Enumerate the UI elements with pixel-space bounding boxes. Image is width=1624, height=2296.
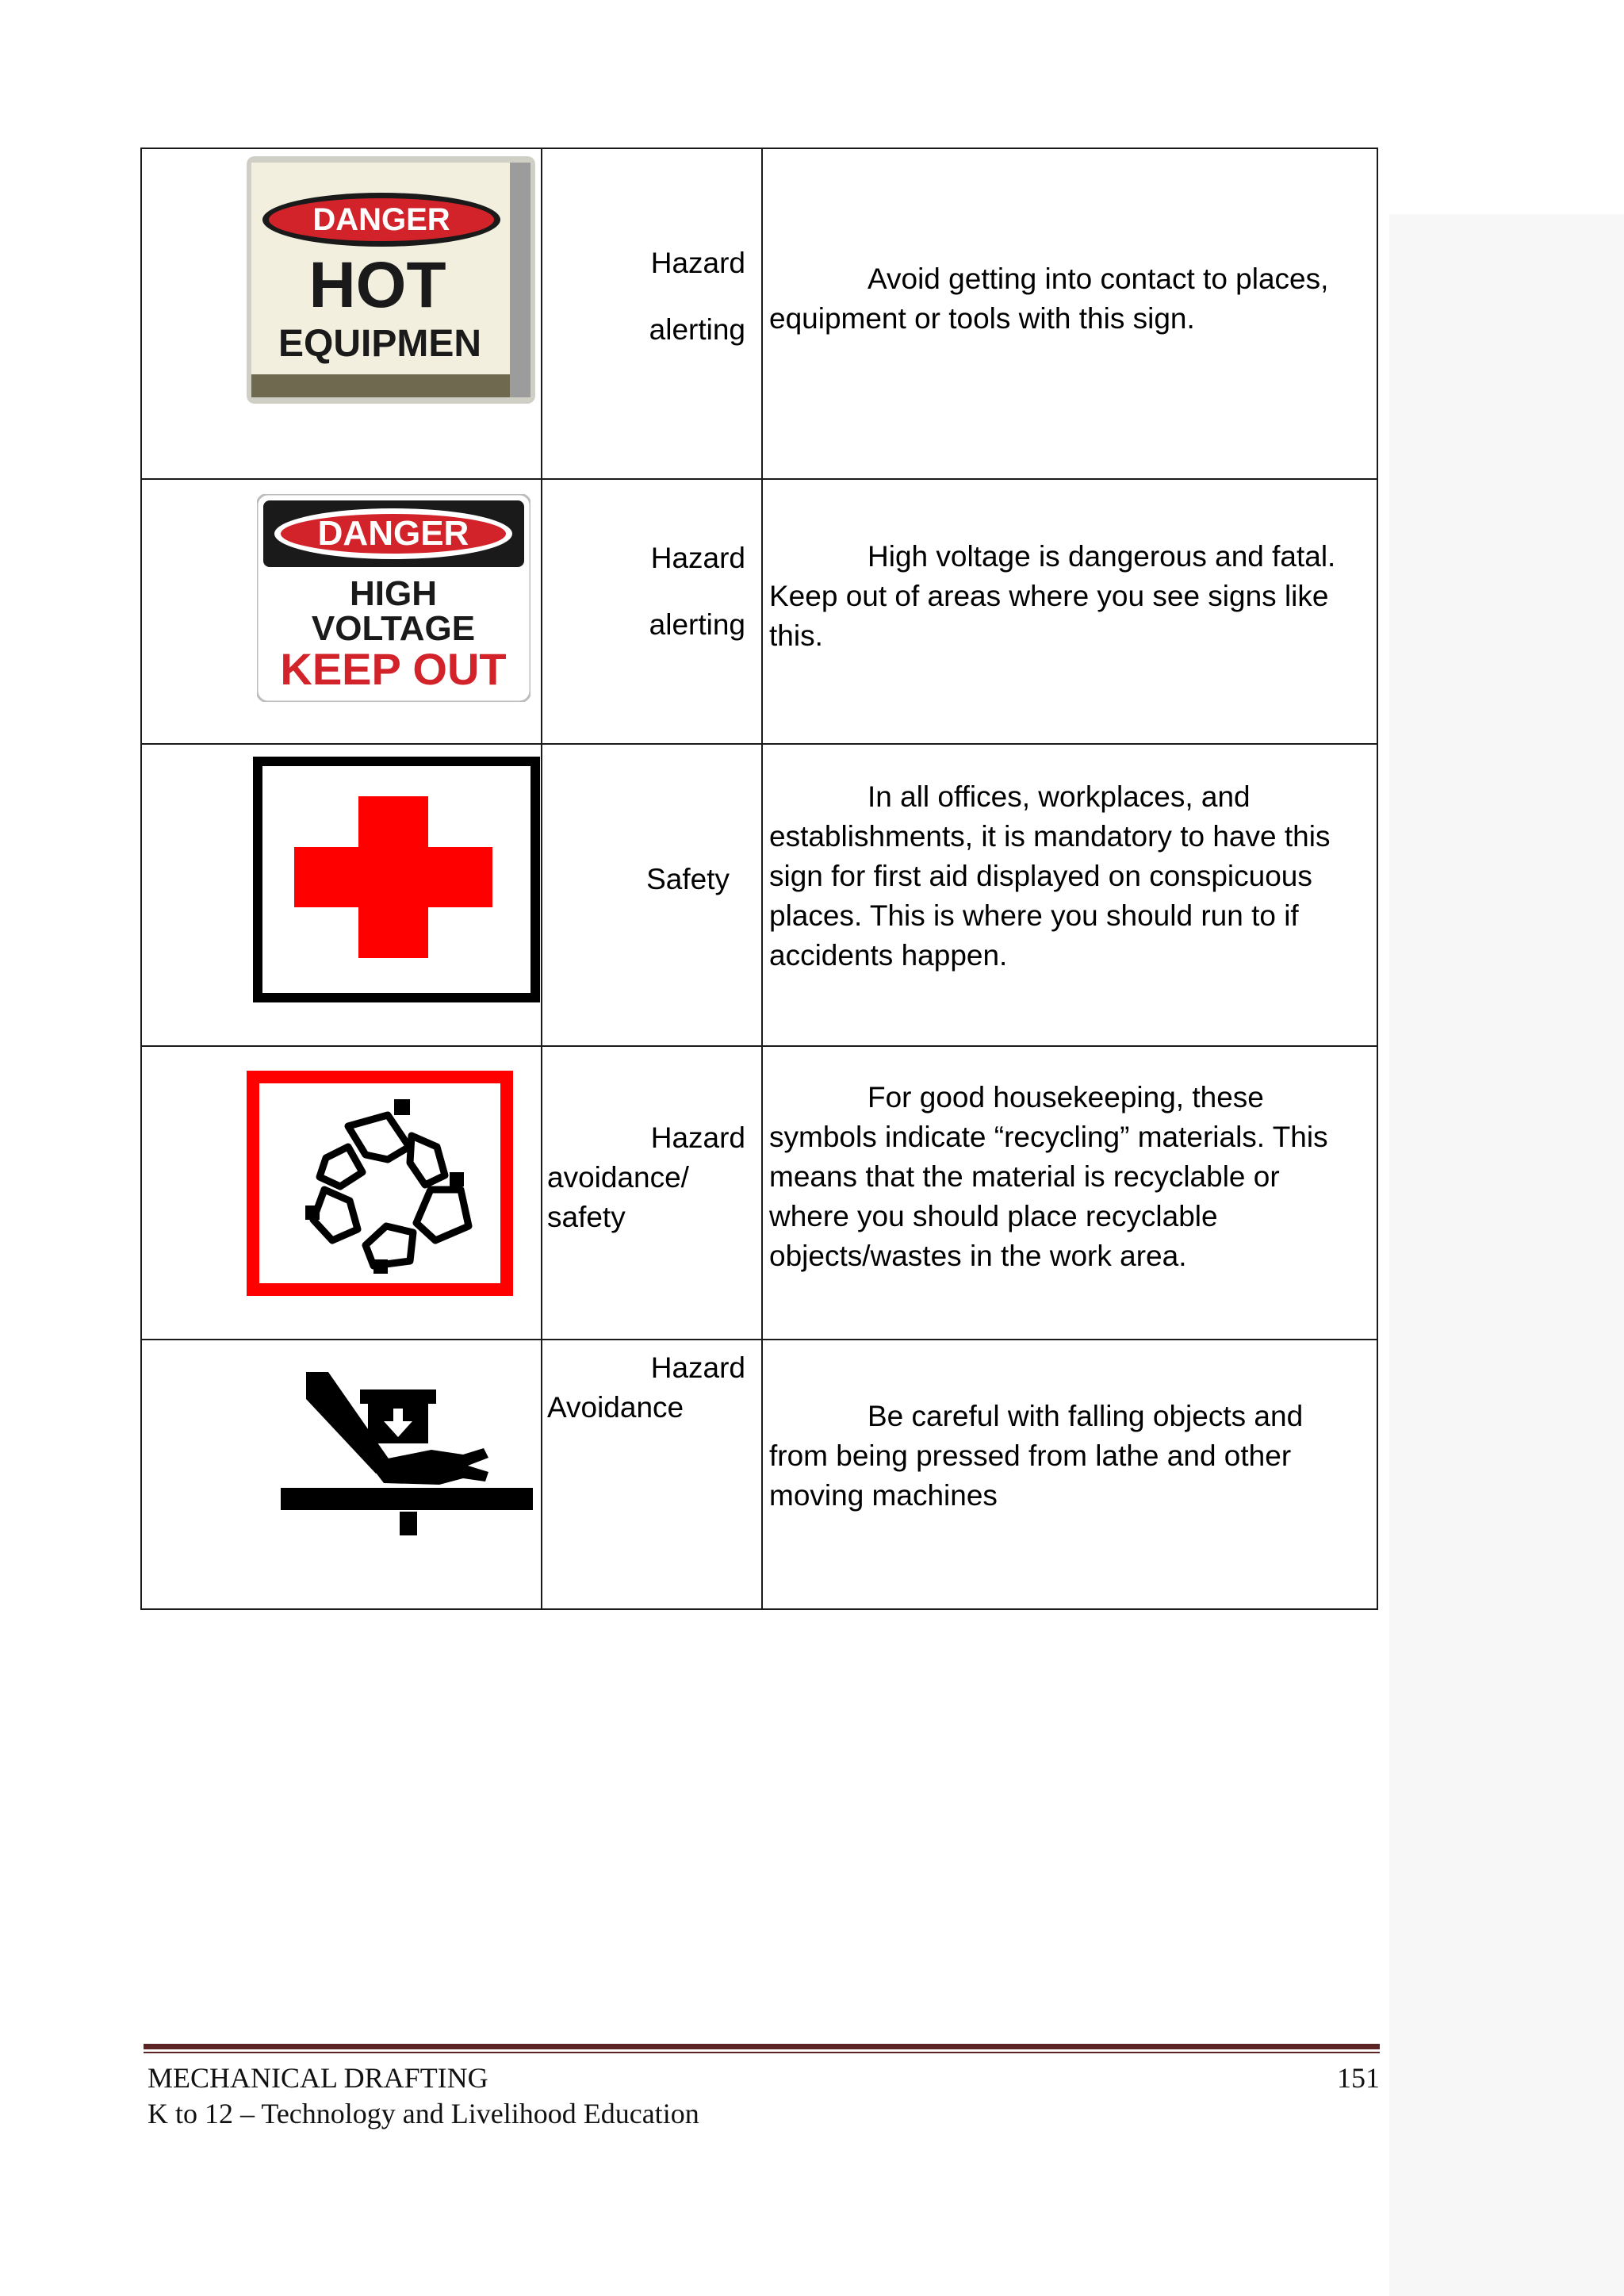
sign-description-cell (762, 1046, 1377, 1340)
svg-text:DANGER: DANGER (317, 514, 469, 553)
sign-image-cell (141, 148, 542, 479)
sign-description: In all offices, workplaces, and establishments, it is mandatory to have this sign for first aid displayed on conspicuous places. This is where you should run to if accidents happen. (769, 780, 1331, 972)
sign-description: Be careful with falling objects and from being pressed from lathe and other moving machines (769, 1400, 1304, 1512)
page-number: 151 (1337, 2062, 1380, 2094)
sign-type-line: Hazard (650, 542, 745, 574)
sign-type-cell (542, 479, 762, 744)
svg-text:KEEP OUT: KEEP OUT (280, 644, 507, 694)
sign-type-line: safety (547, 1201, 626, 1233)
footer-divider (144, 2044, 1380, 2053)
sign-type-line: Avoidance (547, 1391, 684, 1424)
page-edge-shade (1389, 214, 1624, 2296)
sign-description-cell (762, 148, 1377, 479)
table-row (141, 479, 1377, 744)
danger-hot-equipment-sign-icon (247, 156, 535, 404)
danger-high-voltage-sign-icon (257, 494, 530, 702)
table-row (141, 1340, 1377, 1609)
svg-text:VOLTAGE: VOLTAGE (311, 609, 476, 648)
table-row (141, 1046, 1377, 1340)
table-row (141, 744, 1377, 1046)
sign-image-cell (141, 1046, 542, 1340)
table-row (141, 148, 1377, 479)
safety-signs-table (140, 148, 1378, 1610)
footer-title: MECHANICAL DRAFTING (147, 2062, 488, 2094)
sign-image-cell (141, 1340, 542, 1609)
sign-image-cell (141, 479, 542, 744)
svg-text:DANGER: DANGER (312, 202, 450, 237)
sign-type-cell (542, 1340, 762, 1609)
svg-text:HOT: HOT (308, 249, 446, 321)
sign-description: Avoid getting into contact to places, equipment or tools with this sign. (769, 263, 1329, 335)
sign-type-cell (542, 744, 762, 1046)
sign-type-line: Hazard (650, 1351, 745, 1384)
sign-description: For good housekeeping, these symbols indicate “recycling” materials. This means that the material is recyclable or where you should place recyclable objects/wastes in the work area. (769, 1081, 1328, 1272)
page-footer (147, 2060, 1380, 2132)
sign-type-line: alerting (649, 313, 745, 346)
sign-description-cell (762, 1340, 1377, 1609)
sign-description-cell (762, 744, 1377, 1046)
sign-image-cell (141, 744, 542, 1046)
footer-subtitle: K to 12 – Technology and Livelihood Education (147, 2098, 699, 2129)
sign-description-cell (762, 479, 1377, 744)
recycling-symbol-icon (247, 1071, 513, 1296)
sign-type-line: Safety (646, 863, 730, 895)
svg-text:HIGH: HIGH (350, 574, 437, 613)
sign-type-line: Hazard (650, 247, 745, 279)
sign-type-line: Hazard (650, 1121, 745, 1154)
sign-type-line: alerting (649, 608, 745, 641)
sign-type-cell (542, 1046, 762, 1340)
crushing-hand-hazard-icon (281, 1372, 533, 1539)
sign-description: High voltage is dangerous and fatal. Keep out of areas where you see signs like this. (769, 540, 1336, 652)
sign-type-line: avoidance/ (547, 1161, 689, 1194)
sign-type-cell (542, 148, 762, 479)
first-aid-red-cross-icon (253, 757, 540, 1002)
svg-text:EQUIPMEN: EQUIPMEN (278, 323, 482, 365)
